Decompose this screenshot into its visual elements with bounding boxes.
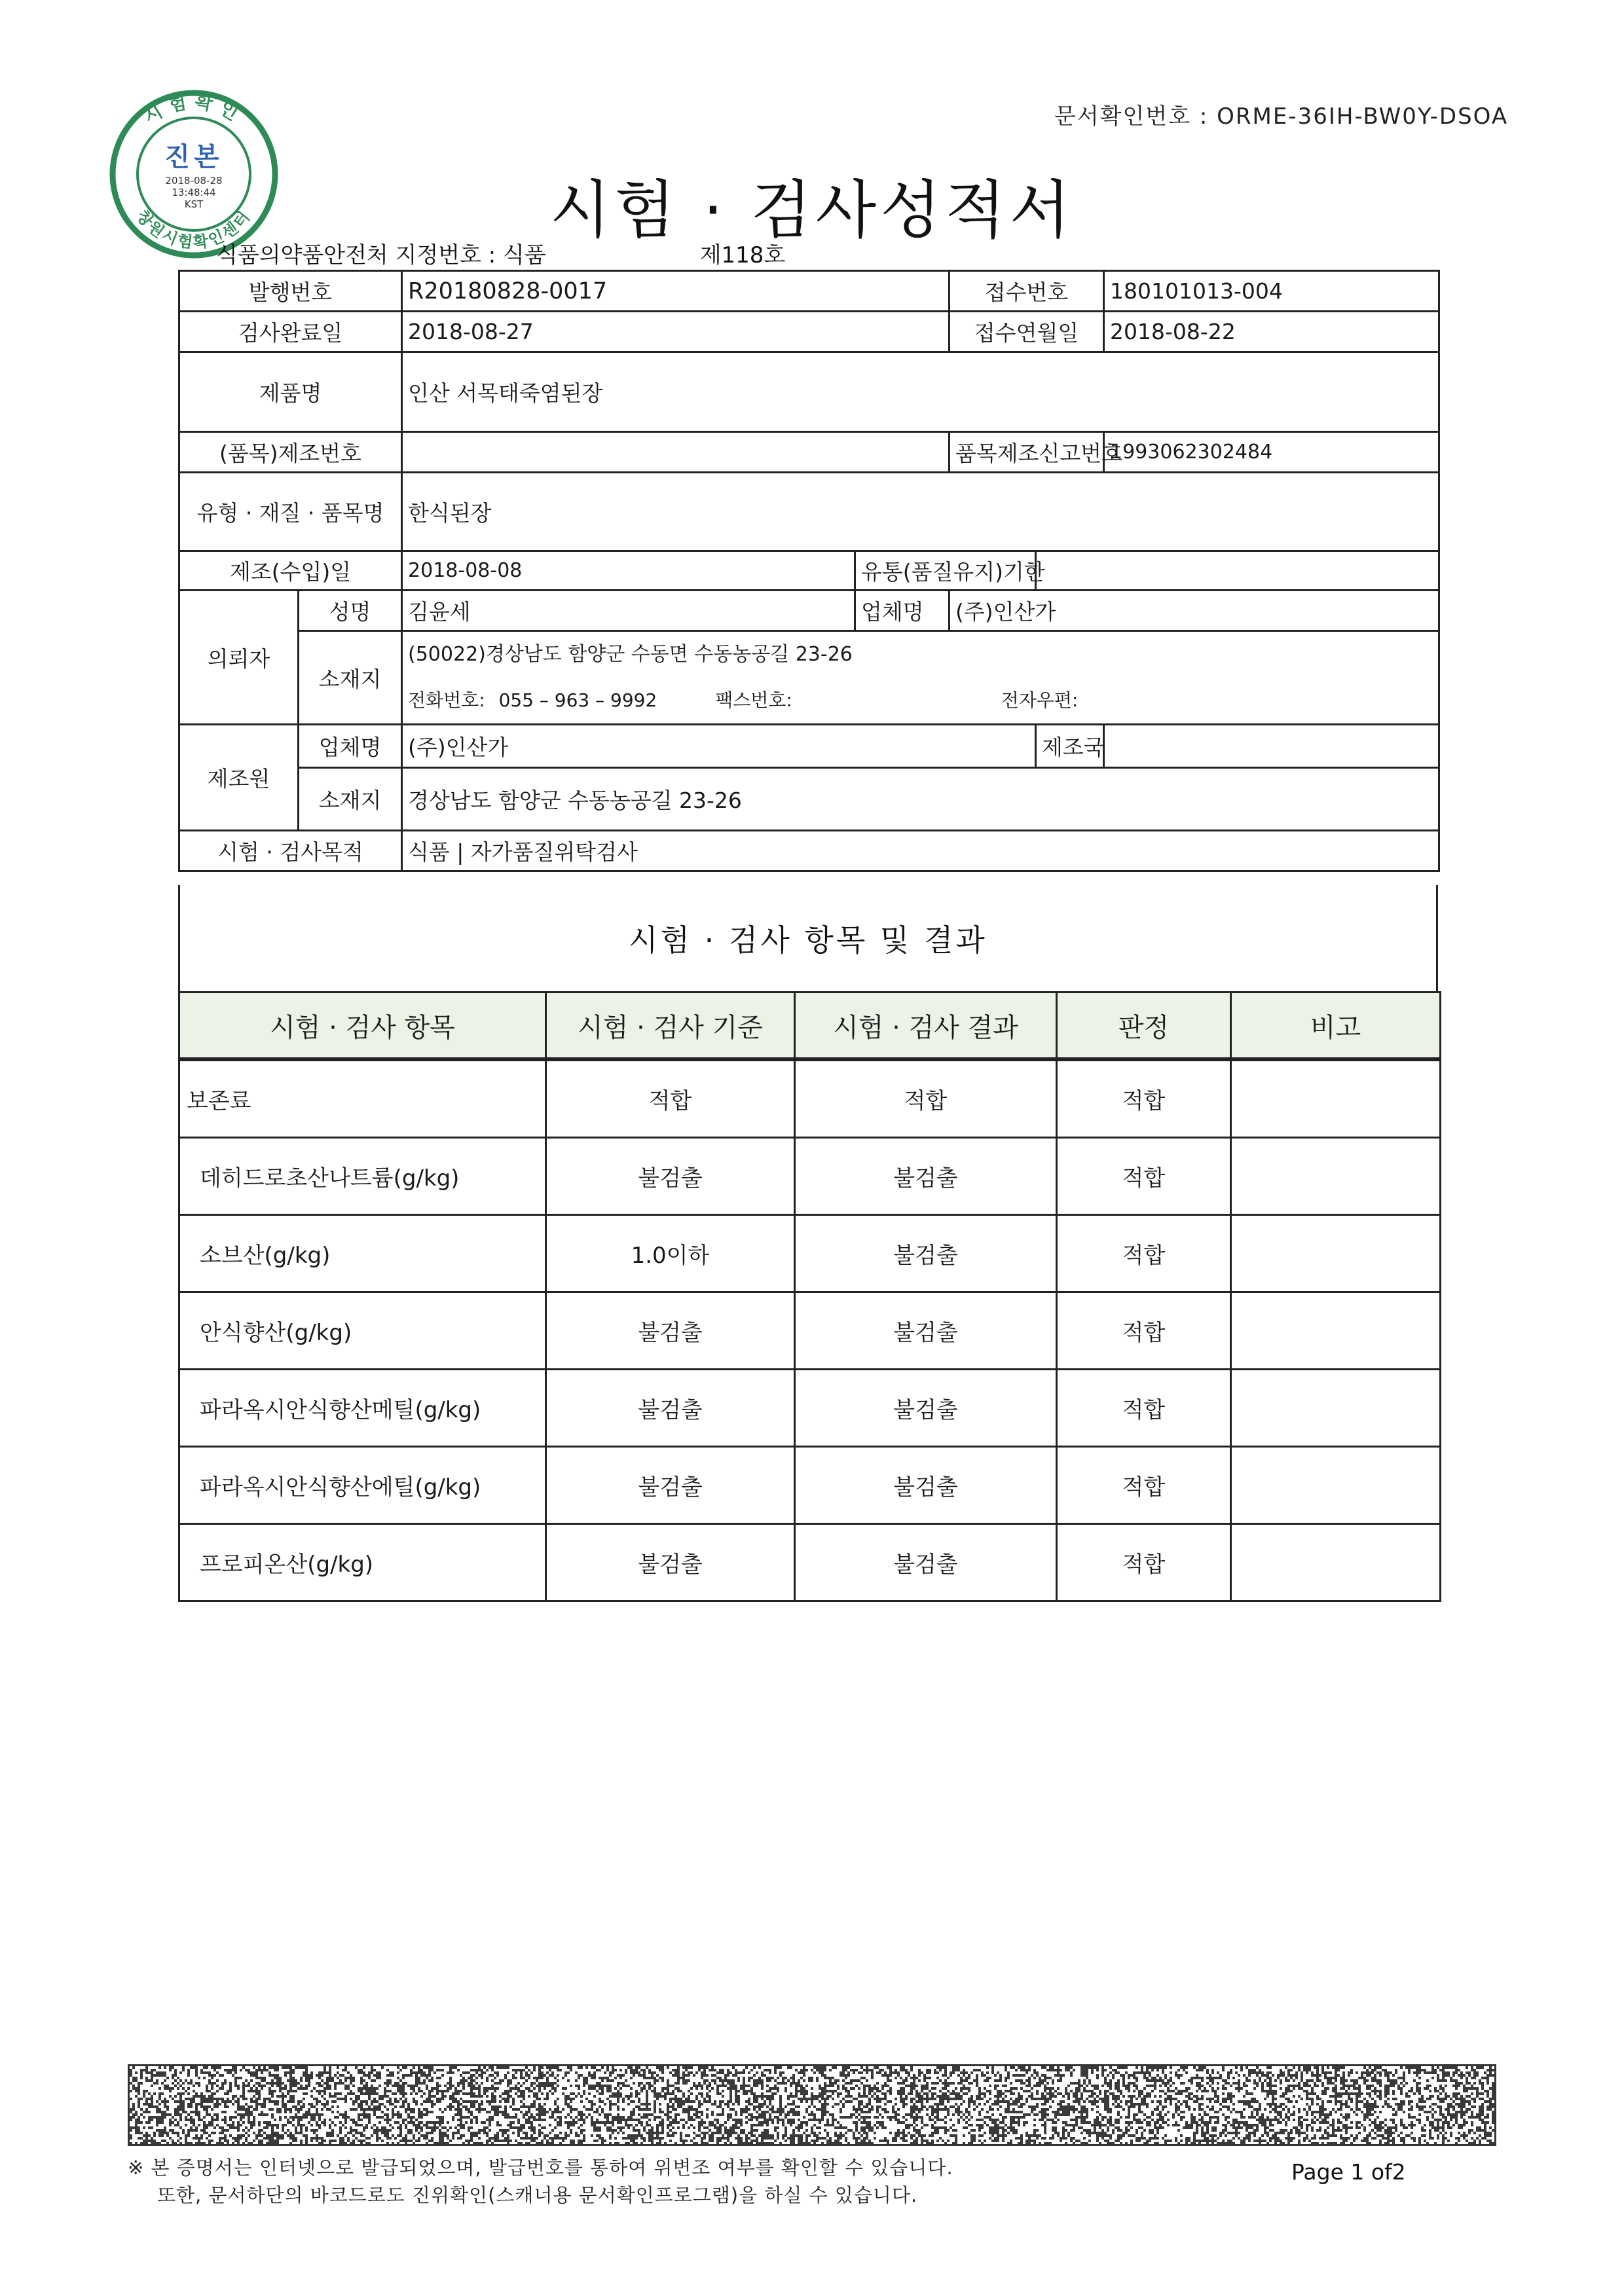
footer-line-2: 또한, 문서하단의 바코드로도 진위확인(스캐너용 문서확인프로그램)을 하실 수 있습니다. <box>157 2184 918 2206</box>
table-row <box>179 1370 1441 1447</box>
header-remarks: 비고 <box>1231 993 1441 1060</box>
test-judgement: 적합 <box>1057 1215 1231 1292</box>
test-result: 적합 <box>795 1059 1057 1138</box>
test-item: 파라옥시안식향산메틸(g/kg) <box>179 1370 546 1447</box>
company-value: (주)인산가 <box>950 591 1439 631</box>
table-row <box>179 725 1439 768</box>
table-row <box>179 1447 1441 1524</box>
country-value <box>1104 725 1439 768</box>
company-label: 업체명 <box>855 591 950 631</box>
client-address-cell <box>402 631 1439 725</box>
receipt-number-label: 접수번호 <box>950 271 1104 312</box>
maker-address-value: 경상남도 함양군 수동농공길 23-26 <box>402 768 1439 831</box>
email-label: 전자우편: <box>1001 689 1079 711</box>
product-name-label: 제품명 <box>179 352 402 432</box>
phone-value: 055 – 963 – 9992 <box>498 689 657 711</box>
page-title: 시험 · 검사성적서 <box>549 173 1075 247</box>
header-standard: 시험 · 검사 기준 <box>546 993 795 1060</box>
table-row <box>179 1059 1441 1138</box>
test-standard: 불검출 <box>546 1524 795 1601</box>
purpose-value: 식품 | 자가품질위탁검사 <box>402 831 1439 871</box>
header-result: 시험 · 검사 결과 <box>795 993 1057 1060</box>
header-judgement: 판정 <box>1057 993 1231 1060</box>
test-standard: 불검출 <box>546 1370 795 1447</box>
test-item: 소브산(g/kg) <box>179 1215 546 1292</box>
completion-date-label: 검사완료일 <box>179 312 402 352</box>
maker-label: 제조원 <box>179 725 299 831</box>
verification-barcode[interactable] <box>128 2064 1496 2146</box>
purpose-label: 시험 · 검사목적 <box>179 831 402 871</box>
test-standard: 적합 <box>546 1059 795 1138</box>
test-item: 데히드로초산나트륨(g/kg) <box>179 1138 546 1215</box>
table-row <box>179 591 1439 631</box>
type-value: 한식된장 <box>402 473 1439 551</box>
test-item: 프로피온산(g/kg) <box>179 1524 546 1601</box>
test-standard: 불검출 <box>546 1138 795 1215</box>
table-row <box>179 271 1439 312</box>
test-remarks <box>1231 1138 1441 1215</box>
test-item: 파라옥시안식향산에틸(g/kg) <box>179 1447 546 1524</box>
table-row <box>179 1524 1441 1601</box>
results-table <box>178 991 1441 1602</box>
designation-line <box>216 237 785 269</box>
designation-number: 제118호 <box>699 242 786 268</box>
client-label: 의뢰자 <box>179 591 299 725</box>
test-remarks <box>1231 1215 1441 1292</box>
manufacture-date-label: 제조(수입)일 <box>179 551 402 591</box>
test-judgement: 적합 <box>1057 1524 1231 1601</box>
test-standard: 불검출 <box>546 1447 795 1524</box>
seal-date: 2018-08-28 <box>165 175 223 187</box>
issue-number-label: 발행번호 <box>179 271 402 312</box>
manufacture-number-value <box>402 432 950 473</box>
seal-main-text: 진본 <box>164 142 223 172</box>
product-name-value: 인산 서목태죽염된장 <box>402 352 1439 432</box>
maker-address-label: 소재지 <box>299 768 402 831</box>
header-item: 시험 · 검사 항목 <box>179 993 546 1060</box>
receipt-date-label: 접수연월일 <box>950 312 1104 352</box>
test-remarks <box>1231 1524 1441 1601</box>
maker-company-value: (주)인산가 <box>402 725 1036 768</box>
manufacture-number-label: (품목)제조번호 <box>179 432 402 473</box>
table-row <box>179 631 1439 725</box>
document-number: 문서확인번호 : ORME-36IH-BW0Y-DSOA <box>1054 103 1509 130</box>
test-judgement: 적합 <box>1057 1059 1231 1138</box>
table-row <box>179 1215 1441 1292</box>
report-number-label: 품목제조신고번호 <box>950 432 1104 473</box>
report-details-table <box>178 270 1440 872</box>
expiry-label: 유통(품질유지)기한 <box>855 551 1036 591</box>
fax-label: 팩스번호: <box>715 689 792 711</box>
maker-company-label: 업체명 <box>299 725 402 768</box>
client-name-value: 김윤세 <box>402 591 855 631</box>
footer-line-1: ※ 본 증명서는 인터넷으로 발급되었으며, 발급번호를 통하여 위변조 여부를 확인할 수 있습니다. <box>128 2157 953 2179</box>
seal-top-text: 시험확인 <box>139 90 248 128</box>
test-standard: 1.0이하 <box>546 1215 795 1292</box>
table-row <box>179 473 1439 551</box>
test-standard: 불검출 <box>546 1292 795 1370</box>
results-header-row <box>179 993 1441 1060</box>
footer-notice <box>128 2154 953 2209</box>
table-row <box>179 551 1439 591</box>
test-judgement: 적합 <box>1057 1138 1231 1215</box>
table-row <box>179 432 1439 473</box>
seal-time: 13:48:44 <box>172 187 216 198</box>
report-number-value: 1993062302484 <box>1104 432 1439 473</box>
test-result: 불검출 <box>795 1447 1057 1524</box>
completion-date-value: 2018-08-27 <box>402 312 950 352</box>
seal-bottom-text: 창원시험확인센터 <box>132 206 255 252</box>
table-row <box>179 1138 1441 1215</box>
results-heading: 시험 · 검사 항목 및 결과 <box>178 885 1438 995</box>
test-result: 불검출 <box>795 1292 1057 1370</box>
page-indicator: Page 1 of2 <box>1291 2159 1406 2185</box>
test-remarks <box>1231 1447 1441 1524</box>
table-row <box>179 352 1439 432</box>
table-row <box>179 312 1439 352</box>
manufacture-date-value: 2018-08-08 <box>402 551 855 591</box>
country-label: 제조국 <box>1036 725 1104 768</box>
test-result: 불검출 <box>795 1138 1057 1215</box>
type-label: 유형 · 재질 · 품목명 <box>179 473 402 551</box>
test-judgement: 적합 <box>1057 1292 1231 1370</box>
expiry-value <box>1036 551 1439 591</box>
test-item: 안식향산(g/kg) <box>179 1292 546 1370</box>
test-judgement: 적합 <box>1057 1370 1231 1447</box>
test-result: 불검출 <box>795 1215 1057 1292</box>
receipt-date-value: 2018-08-22 <box>1104 312 1439 352</box>
test-remarks <box>1231 1059 1441 1138</box>
seal-timezone: KST <box>184 198 204 210</box>
table-row <box>179 1292 1441 1370</box>
designation-text: 식품의약품안전처 지정번호 : 식품 <box>216 242 546 268</box>
test-judgement: 적합 <box>1057 1447 1231 1524</box>
test-result: 불검출 <box>795 1370 1057 1447</box>
client-contact-line <box>408 678 1433 723</box>
receipt-number-value: 180101013-004 <box>1104 271 1439 312</box>
issue-number-value: R20180828-0017 <box>402 271 950 312</box>
test-result: 불검출 <box>795 1524 1057 1601</box>
test-remarks <box>1231 1370 1441 1447</box>
barcode-pattern <box>130 2066 1494 2144</box>
table-row <box>179 831 1439 871</box>
client-name-label: 성명 <box>299 591 402 631</box>
client-address-value: (50022)경상남도 함양군 수동면 수동농공길 23-26 <box>408 643 853 666</box>
test-item: 보존료 <box>179 1059 546 1138</box>
client-address-label: 소재지 <box>299 631 402 725</box>
test-remarks <box>1231 1292 1441 1370</box>
phone-label: 전화번호: <box>408 689 485 711</box>
table-row <box>179 768 1439 831</box>
